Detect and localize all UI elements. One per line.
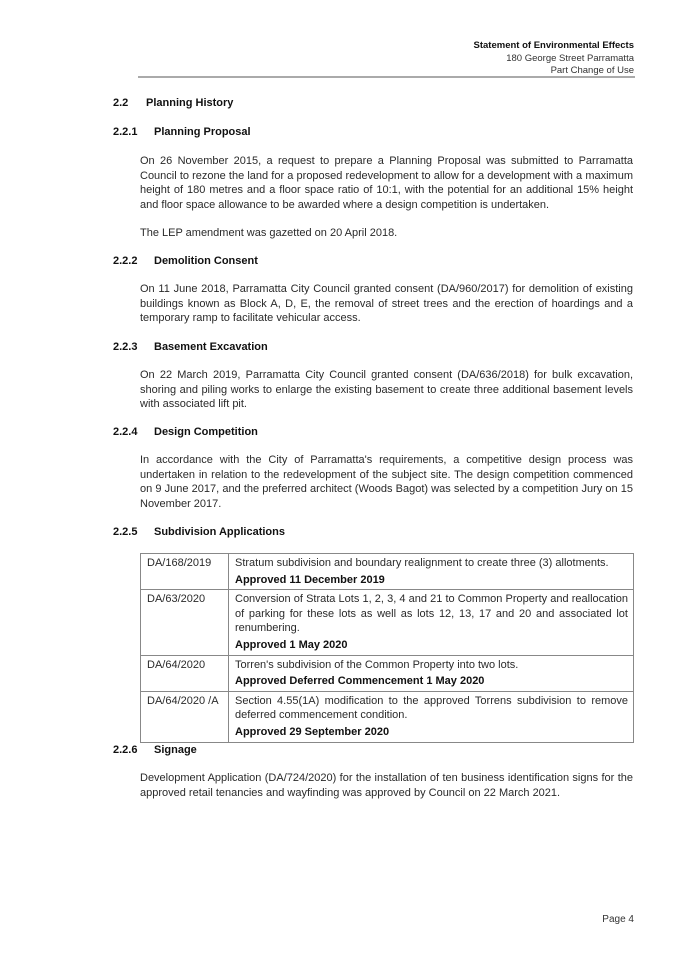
document-title: Statement of Environmental Effects	[473, 40, 634, 51]
subsection-title: Planning Proposal	[154, 126, 251, 138]
application-status: Approved 1 May 2020	[235, 638, 348, 651]
subsection-title: Subdivision Applications	[154, 526, 285, 538]
document-subtitle: Part Change of Use	[550, 65, 634, 76]
application-details	[229, 691, 634, 742]
application-status: Approved Deferred Commencement 1 May 2020	[235, 675, 485, 688]
subsection-heading-basement-excavation	[113, 341, 268, 353]
subsection-number: 2.2.6	[113, 744, 138, 756]
application-description: Stratum subdivision and boundary realignment to create three (3) allotments.	[235, 557, 609, 569]
application-status: Approved 11 December 2019	[235, 573, 385, 586]
subsection-number: 2.2.1	[113, 126, 138, 138]
table-row	[141, 554, 634, 590]
section-heading	[113, 97, 233, 109]
subsection-number: 2.2.5	[113, 526, 138, 538]
paragraph: On 22 March 2019, Parramatta City Council granted consent (DA/636/2018) for bulk excavation, shoring and piling works to enlarge the existing basement to create three additional basement levels with associated lift pit.	[140, 369, 633, 411]
subsection-number: 2.2.4	[113, 426, 138, 438]
paragraph: On 26 November 2015, a request to prepare a Planning Proposal was submitted to Parramatta Council to rezone the land for a proposed redevelopment to allow for a development with a maximum height of 180 metres and a floor space ratio of 10:1, with the potential for an additional 15% height and floor space allowance to be awarded where a design competition is undertaken.	[140, 155, 633, 211]
page-header	[474, 40, 634, 78]
subsection-title: Basement Excavation	[154, 341, 268, 353]
application-ref: DA/63/2020	[141, 590, 229, 655]
application-ref: DA/168/2019	[141, 554, 229, 590]
subsection-title: Design Competition	[154, 426, 258, 438]
table-row	[141, 691, 634, 742]
table-row	[141, 655, 634, 691]
header-divider	[138, 76, 635, 78]
paragraph: In accordance with the City of Parramatta's requirements, a competitive design process was undertaken in relation to the redevelopment of the subject site. The design competition commenced on 9 June 2017, and the preferred architect (Woods Bagot) was selected by a competition Jury on 15 November 2017.	[140, 454, 633, 510]
application-details	[229, 655, 634, 691]
subsection-title: Signage	[154, 744, 197, 756]
site-address: 180 George Street Parramatta	[506, 52, 634, 64]
section-title: Planning History	[146, 97, 234, 109]
subdivision-applications-table	[140, 553, 634, 743]
application-description: Conversion of Strata Lots 1, 2, 3, 4 and 21 to Common Property and reallocation of parking for these lots as well as lots 12, 13, 17 and 20 and associated lot renumbering.	[235, 593, 628, 635]
paragraph: The LEP amendment was gazetted on 20 April 2018.	[140, 227, 398, 239]
section-number: 2.2	[113, 97, 129, 109]
application-description: Torren's subdivision of the Common Property into two lots.	[235, 658, 519, 671]
subsection-heading-subdivision-applications	[113, 526, 285, 538]
paragraph: Development Application (DA/724/2020) for the installation of ten business identification signs for the approved retail tenancies and wayfinding was approved by Council on 22 March 2021.	[140, 772, 633, 799]
subsection-heading-signage	[113, 744, 197, 756]
subsection-heading-design-competition	[113, 426, 258, 438]
subsection-number: 2.2.2	[113, 255, 138, 267]
paragraph: On 11 June 2018, Parramatta City Council granted consent (DA/960/2017) for demolition of existing buildings known as Block A, D, E, the removal of street trees and the erection of hoardings and a temporary ramp to facilitate vehicular access.	[140, 283, 633, 325]
subsection-heading-demolition-consent	[113, 255, 258, 267]
page-number: Page 4	[602, 914, 634, 925]
application-status: Approved 29 September 2020	[235, 725, 390, 738]
application-details	[229, 554, 634, 590]
application-ref: DA/64/2020 /A	[141, 691, 229, 742]
subsection-title: Demolition Consent	[154, 255, 258, 267]
application-description: Section 4.55(1A) modification to the approved Torrens subdivision to remove deferred commencement condition.	[235, 694, 628, 722]
application-ref: DA/64/2020	[141, 655, 229, 691]
table-row	[141, 590, 634, 655]
application-details	[229, 590, 634, 655]
subsection-number: 2.2.3	[113, 341, 138, 353]
subsection-heading-planning-proposal	[113, 126, 251, 138]
